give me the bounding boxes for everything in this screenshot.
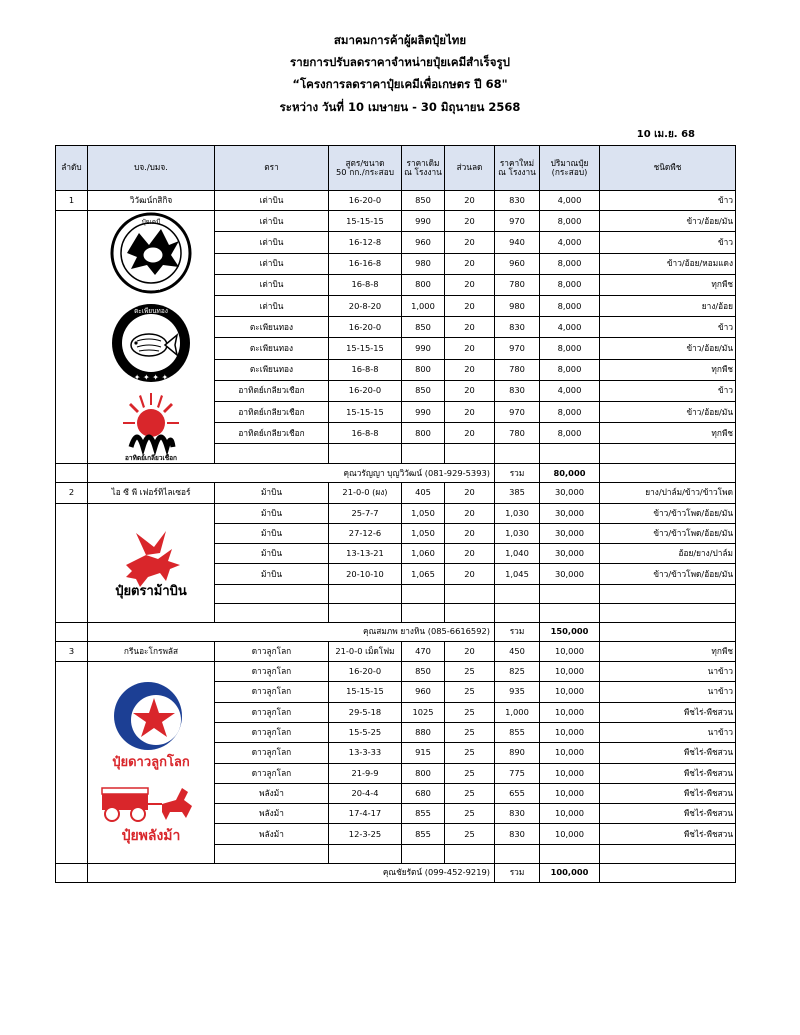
cell-discount: 20 <box>445 641 495 661</box>
cell-formula: 21-9-9 <box>329 763 402 783</box>
cell-new-price: 830 <box>495 191 540 211</box>
cell-new-price: 940 <box>495 232 540 253</box>
cell-new-price: 970 <box>495 338 540 359</box>
cell-old-price: 800 <box>402 359 445 380</box>
cell-brand: พลังม้า <box>215 824 329 844</box>
cell-quantity: 10,000 <box>540 702 600 722</box>
cell-brand: เต่าบิน <box>215 253 329 274</box>
cell-crop: ข้าว/ข้าวโพด/อ้อย/มัน <box>600 523 736 543</box>
cell-crop: พืชไร่-พืชสวน <box>600 824 736 844</box>
col-header-new-price: ราคาใหม่ ณ โรงงาน <box>495 146 540 191</box>
cell-formula: 29-5-18 <box>329 702 402 722</box>
cell-quantity: 8,000 <box>540 401 600 422</box>
star-globe-logo <box>96 678 206 770</box>
empty-cell <box>56 503 88 622</box>
cell-brand: เต่าบิน <box>215 211 329 232</box>
blank-cell <box>600 444 736 464</box>
empty-cell <box>56 662 88 864</box>
cell-discount: 25 <box>445 702 495 722</box>
cell-brand: ตะเพียนทอง <box>215 317 329 338</box>
cell-brand: ดาวลูกโลก <box>215 763 329 783</box>
empty-cell <box>56 211 88 464</box>
row-number: 3 <box>56 641 88 661</box>
cell-crop: ทุกพืช <box>600 423 736 444</box>
blank-cell <box>402 444 445 464</box>
cell-new-price: 830 <box>495 804 540 824</box>
table-row <box>56 641 736 661</box>
cell-new-price: 450 <box>495 641 540 661</box>
cell-old-price: 850 <box>402 317 445 338</box>
cell-quantity: 10,000 <box>540 682 600 702</box>
cell-discount: 20 <box>445 503 495 523</box>
blank-cell <box>329 844 402 863</box>
cell-quantity: 8,000 <box>540 359 600 380</box>
association-title: สมาคมการค้าผู้ผลิตปุ๋ยไทย <box>333 33 467 47</box>
cell-quantity: 10,000 <box>540 662 600 682</box>
cell-formula: 15-15-15 <box>329 682 402 702</box>
cell-formula: 25-7-7 <box>329 503 402 523</box>
cell-new-price: 970 <box>495 211 540 232</box>
cell-old-price: 1,050 <box>402 503 445 523</box>
cell-new-price: 1,000 <box>495 702 540 722</box>
blank-cell <box>402 844 445 863</box>
group3-logos <box>90 678 212 846</box>
cell-old-price: 800 <box>402 423 445 444</box>
group1-logos <box>90 211 212 463</box>
cell-new-price: 1,030 <box>495 503 540 523</box>
cell-new-price: 1,040 <box>495 544 540 564</box>
blank-cell <box>600 863 736 882</box>
document-date: 10 เม.ย. 68 <box>636 129 695 140</box>
cell-old-price: 980 <box>402 253 445 274</box>
cell-old-price: 1,050 <box>402 523 445 543</box>
cell-old-price: 990 <box>402 401 445 422</box>
company-name: วิวัฒน์กสิกิจ <box>88 191 215 211</box>
cell-brand: ดาวลูกโลก <box>215 641 329 661</box>
blank-cell <box>600 464 736 483</box>
svg-text:เต่าบิน: เต่าบิน <box>141 284 161 293</box>
cell-quantity: 30,000 <box>540 564 600 584</box>
cell-brand: ม้าบิน <box>215 564 329 584</box>
cell-quantity: 10,000 <box>540 824 600 844</box>
cell-discount: 25 <box>445 743 495 763</box>
cell-formula: 12-3-25 <box>329 824 402 844</box>
cell-brand: ดาวลูกโลก <box>215 743 329 763</box>
cell-formula: 16-8-8 <box>329 359 402 380</box>
cell-formula: 16-20-0 <box>329 380 402 401</box>
cell-brand: เต่าบิน <box>215 232 329 253</box>
cell-quantity: 8,000 <box>540 423 600 444</box>
cell-formula: 13-13-21 <box>329 544 402 564</box>
cell-crop: ข้าว <box>600 191 736 211</box>
cell-quantity: 10,000 <box>540 804 600 824</box>
cell-brand: ม้าบิน <box>215 523 329 543</box>
cell-discount: 25 <box>445 824 495 844</box>
blank-cell <box>445 603 495 622</box>
cell-crop: ยาง/อ้อย <box>600 296 736 317</box>
cell-quantity: 8,000 <box>540 296 600 317</box>
cell-formula: 16-12-8 <box>329 232 402 253</box>
cell-discount: 20 <box>445 380 495 401</box>
blank-cell <box>215 844 329 863</box>
total-label: รวม <box>495 863 540 882</box>
cell-formula: 15-15-15 <box>329 401 402 422</box>
svg-text:ตะเพียนทอง: ตะเพียนทอง <box>134 307 168 316</box>
document-title: รายการปรับลดราคาจำหน่ายปุ๋ยเคมีสำเร็จรูป <box>290 55 510 69</box>
cell-new-price: 1,045 <box>495 564 540 584</box>
cell-new-price: 655 <box>495 783 540 803</box>
table-row <box>56 211 736 232</box>
cell-crop: พืชไร่-พืชสวน <box>600 783 736 803</box>
svg-text:ปุ๋ยดาวลูกโลก: ปุ๋ยดาวลูกโลก <box>112 755 190 771</box>
cell-formula: 16-20-0 <box>329 662 402 682</box>
cell-old-price: 1,060 <box>402 544 445 564</box>
cell-new-price: 960 <box>495 253 540 274</box>
cell-new-price: 780 <box>495 359 540 380</box>
cell-crop: ทุกพืช <box>600 641 736 661</box>
cell-new-price: 830 <box>495 317 540 338</box>
cell-brand: อาทิตย์เกลียวเชือก <box>215 401 329 422</box>
cell-new-price: 970 <box>495 401 540 422</box>
cell-new-price: 385 <box>495 483 540 503</box>
cell-discount: 20 <box>445 483 495 503</box>
cell-brand: อาทิตย์เกลียวเชือก <box>215 423 329 444</box>
cell-quantity: 8,000 <box>540 253 600 274</box>
cell-brand: ดาวลูกโลก <box>215 722 329 742</box>
golden-fish-logo <box>109 301 193 385</box>
company-name: ไอ ซี พี เฟอร์ทิไลเซอร์ <box>88 483 215 503</box>
cell-formula: 16-20-0 <box>329 317 402 338</box>
cell-discount: 20 <box>445 401 495 422</box>
cell-crop: พืชไร่-พืชสวน <box>600 702 736 722</box>
pegasus-logo <box>96 525 206 601</box>
blank-cell <box>600 603 736 622</box>
svg-text:✦ ✦ ✦ ✦: ✦ ✦ ✦ ✦ <box>133 373 169 383</box>
cell-discount: 20 <box>445 253 495 274</box>
cell-formula: 16-20-0 <box>329 191 402 211</box>
svg-text:ปุ๋ยเคมี: ปุ๋ยเคมี <box>141 218 161 227</box>
cell-old-price: 470 <box>402 641 445 661</box>
cell-new-price: 780 <box>495 423 540 444</box>
sun-rope-logo <box>109 389 193 463</box>
cell-formula: 20-4-4 <box>329 783 402 803</box>
blank-cell <box>402 603 445 622</box>
logo-cell <box>88 211 215 464</box>
col-header-discount: ส่วนลด <box>445 146 495 191</box>
cell-discount: 20 <box>445 211 495 232</box>
cell-old-price: 915 <box>402 743 445 763</box>
cell-quantity: 4,000 <box>540 232 600 253</box>
cell-formula: 16-8-8 <box>329 274 402 295</box>
cell-crop: นาข้าว <box>600 722 736 742</box>
cell-old-price: 1025 <box>402 702 445 722</box>
cell-quantity: 30,000 <box>540 523 600 543</box>
cell-old-price: 405 <box>402 483 445 503</box>
cell-discount: 20 <box>445 317 495 338</box>
cell-formula: 21-0-0 (ผง) <box>329 483 402 503</box>
cell-brand: ตะเพียนทอง <box>215 338 329 359</box>
cell-old-price: 855 <box>402 824 445 844</box>
svg-text:ปุ๋ยพลังม้า: ปุ๋ยพลังม้า <box>121 828 181 845</box>
cell-quantity: 4,000 <box>540 191 600 211</box>
blank-cell <box>540 444 600 464</box>
cell-quantity: 30,000 <box>540 544 600 564</box>
cell-brand: ตะเพียนทอง <box>215 359 329 380</box>
cell-old-price: 800 <box>402 274 445 295</box>
cell-quantity: 4,000 <box>540 380 600 401</box>
contact-person: คุณวรัญญา บุญวิวัฒน์ (081-929-5393) <box>88 464 495 483</box>
cell-brand: เต่าบิน <box>215 296 329 317</box>
cell-new-price: 830 <box>495 380 540 401</box>
blank-cell <box>600 622 736 641</box>
blank-cell <box>540 603 600 622</box>
cell-formula: 27-12-6 <box>329 523 402 543</box>
cell-new-price: 775 <box>495 763 540 783</box>
cell-quantity: 30,000 <box>540 503 600 523</box>
cell-new-price: 1,030 <box>495 523 540 543</box>
period-title: ระหว่าง วันที่ 10 เมษายน - 30 มิถุนายน 2568 <box>279 100 521 114</box>
cell-crop: ข้าว/อ้อย/มัน <box>600 211 736 232</box>
cell-old-price: 1,000 <box>402 296 445 317</box>
cell-quantity: 10,000 <box>540 641 600 661</box>
cell-new-price: 935 <box>495 682 540 702</box>
contact-person: คุณชัยรัตน์ (099-452-9219) <box>88 863 495 882</box>
blank-cell <box>495 444 540 464</box>
col-header-company: บจ./บมจ. <box>88 146 215 191</box>
cell-old-price: 960 <box>402 232 445 253</box>
cell-brand: พลังม้า <box>215 783 329 803</box>
cell-crop: ข้าว <box>600 317 736 338</box>
total-row <box>56 464 736 483</box>
blank-cell <box>56 622 88 641</box>
col-header-quantity: ปริมาณปุ๋ย (กระสอบ) <box>540 146 600 191</box>
cell-discount: 25 <box>445 662 495 682</box>
cell-brand: พลังม้า <box>215 804 329 824</box>
svg-text:อาทิตย์เกลียวเชือก: อาทิตย์เกลียวเชือก <box>125 454 177 463</box>
cell-old-price: 800 <box>402 763 445 783</box>
cell-formula: 20-10-10 <box>329 564 402 584</box>
blank-cell <box>600 844 736 863</box>
total-label: รวม <box>495 622 540 641</box>
cell-new-price: 780 <box>495 274 540 295</box>
cell-discount: 25 <box>445 722 495 742</box>
cell-new-price: 830 <box>495 824 540 844</box>
company-name: กรีนอะโกรพลัส <box>88 641 215 661</box>
cell-crop: ข้าว/อ้อย/มัน <box>600 338 736 359</box>
cell-formula: 16-8-8 <box>329 423 402 444</box>
blank-cell <box>402 584 445 603</box>
blank-cell <box>215 603 329 622</box>
cell-discount: 25 <box>445 804 495 824</box>
cell-quantity: 30,000 <box>540 483 600 503</box>
cell-discount: 20 <box>445 232 495 253</box>
cell-crop: พืชไร่-พืชสวน <box>600 763 736 783</box>
cell-discount: 20 <box>445 359 495 380</box>
cell-old-price: 960 <box>402 682 445 702</box>
cell-discount: 25 <box>445 783 495 803</box>
cell-crop: ข้าว/ข้าวโพด/อ้อย/มัน <box>600 564 736 584</box>
cell-crop: พืชไร่-พืชสวน <box>600 743 736 763</box>
cell-quantity: 8,000 <box>540 211 600 232</box>
cell-discount: 20 <box>445 274 495 295</box>
total-quantity: 80,000 <box>540 464 600 483</box>
cell-crop: อ้อย/ยาง/ปาล์ม <box>600 544 736 564</box>
cell-brand: ม้าบิน <box>215 544 329 564</box>
cell-quantity: 10,000 <box>540 743 600 763</box>
col-header-no: ลำดับ <box>56 146 88 191</box>
cell-formula: 16-16-8 <box>329 253 402 274</box>
cell-old-price: 880 <box>402 722 445 742</box>
blank-cell <box>56 464 88 483</box>
blank-cell <box>445 844 495 863</box>
cell-discount: 20 <box>445 544 495 564</box>
cell-brand: ม้าบิน <box>215 483 329 503</box>
cell-discount: 20 <box>445 423 495 444</box>
cell-quantity: 10,000 <box>540 783 600 803</box>
table-row <box>56 191 736 211</box>
total-quantity: 150,000 <box>540 622 600 641</box>
blank-cell <box>445 444 495 464</box>
col-header-brand: ตรา <box>215 146 329 191</box>
cell-brand: ม้าบิน <box>215 503 329 523</box>
blank-cell <box>445 584 495 603</box>
cell-new-price: 855 <box>495 722 540 742</box>
col-header-crop: ชนิดพืช <box>600 146 736 191</box>
cell-old-price: 1,065 <box>402 564 445 584</box>
cell-discount: 20 <box>445 296 495 317</box>
cell-crop: ข้าว/อ้อย/มัน <box>600 401 736 422</box>
blank-cell <box>495 584 540 603</box>
table-row <box>56 503 736 523</box>
cell-quantity: 8,000 <box>540 274 600 295</box>
cell-brand: ดาวลูกโลก <box>215 662 329 682</box>
cell-crop: ข้าว/อ้อย/หอมแดง <box>600 253 736 274</box>
col-header-old-price: ราคาเดิม ณ โรงงาน <box>402 146 445 191</box>
cell-discount: 25 <box>445 682 495 702</box>
table-row <box>56 483 736 503</box>
cell-crop: ทุกพืช <box>600 274 736 295</box>
cell-formula: 21-0-0 เม็ดโฟม <box>329 641 402 661</box>
cell-old-price: 990 <box>402 211 445 232</box>
svg-text:ปุ๋ยตราม้าบิน: ปุ๋ยตราม้าบิน <box>115 583 187 599</box>
blank-cell <box>329 603 402 622</box>
cell-formula: 13-3-33 <box>329 743 402 763</box>
cell-crop: ข้าว <box>600 232 736 253</box>
total-quantity: 100,000 <box>540 863 600 882</box>
cell-brand: เต่าบิน <box>215 274 329 295</box>
blank-cell <box>540 584 600 603</box>
blank-cell <box>56 863 88 882</box>
contact-person: คุณสมภพ ยางหิน (085-6616592) <box>88 622 495 641</box>
table-row <box>56 662 736 682</box>
cell-crop: ข้าว <box>600 380 736 401</box>
cell-old-price: 680 <box>402 783 445 803</box>
cell-quantity: 10,000 <box>540 763 600 783</box>
cell-crop: ทุกพืช <box>600 359 736 380</box>
cell-discount: 20 <box>445 564 495 584</box>
total-label: รวม <box>495 464 540 483</box>
flying-turtle-logo <box>109 211 193 295</box>
cell-formula: 15-5-25 <box>329 722 402 742</box>
cell-old-price: 850 <box>402 191 445 211</box>
cell-old-price: 855 <box>402 804 445 824</box>
logo-cell <box>88 503 215 622</box>
total-row <box>56 863 736 882</box>
cell-discount: 20 <box>445 191 495 211</box>
blank-cell <box>540 844 600 863</box>
cell-brand: เต่าบิน <box>215 191 329 211</box>
cell-new-price: 890 <box>495 743 540 763</box>
cell-crop: พืชไร่-พืชสวน <box>600 804 736 824</box>
blank-cell <box>215 444 329 464</box>
cell-crop: นาข้าว <box>600 662 736 682</box>
cell-old-price: 850 <box>402 662 445 682</box>
cell-discount: 20 <box>445 338 495 359</box>
cell-crop: ข้าว/ข้าวโพด/อ้อย/มัน <box>600 503 736 523</box>
total-row <box>56 622 736 641</box>
blank-cell <box>495 603 540 622</box>
row-number: 1 <box>56 191 88 211</box>
table-header-row <box>56 146 736 191</box>
blank-cell <box>215 584 329 603</box>
cell-quantity: 10,000 <box>540 722 600 742</box>
blank-cell <box>495 844 540 863</box>
cell-formula: 17-4-17 <box>329 804 402 824</box>
cell-brand: อาทิตย์เกลียวเชือก <box>215 380 329 401</box>
cell-formula: 15-15-15 <box>329 211 402 232</box>
cell-new-price: 825 <box>495 662 540 682</box>
cell-formula: 20-8-20 <box>329 296 402 317</box>
price-table <box>55 145 736 883</box>
cell-old-price: 990 <box>402 338 445 359</box>
cell-formula: 15-15-15 <box>329 338 402 359</box>
cell-crop: นาข้าว <box>600 682 736 702</box>
horse-power-logo <box>96 778 206 846</box>
cell-discount: 20 <box>445 523 495 543</box>
col-header-formula: สูตร/ขนาด 50 กก./กระสอบ <box>329 146 402 191</box>
cell-crop: ยาง/ปาล์ม/ข้าว/ข้าวโพด <box>600 483 736 503</box>
cell-quantity: 8,000 <box>540 338 600 359</box>
blank-cell <box>329 444 402 464</box>
cell-quantity: 4,000 <box>540 317 600 338</box>
cell-brand: ดาวลูกโลก <box>215 682 329 702</box>
cell-brand: ดาวลูกโลก <box>215 702 329 722</box>
blank-cell <box>329 584 402 603</box>
logo-cell <box>88 662 215 864</box>
blank-cell <box>600 584 736 603</box>
cell-discount: 25 <box>445 763 495 783</box>
cell-new-price: 980 <box>495 296 540 317</box>
project-title: “โครงการลดราคาปุ๋ยเคมีเพื่อเกษตร ปี 68" <box>292 77 508 91</box>
cell-old-price: 850 <box>402 380 445 401</box>
row-number: 2 <box>56 483 88 503</box>
